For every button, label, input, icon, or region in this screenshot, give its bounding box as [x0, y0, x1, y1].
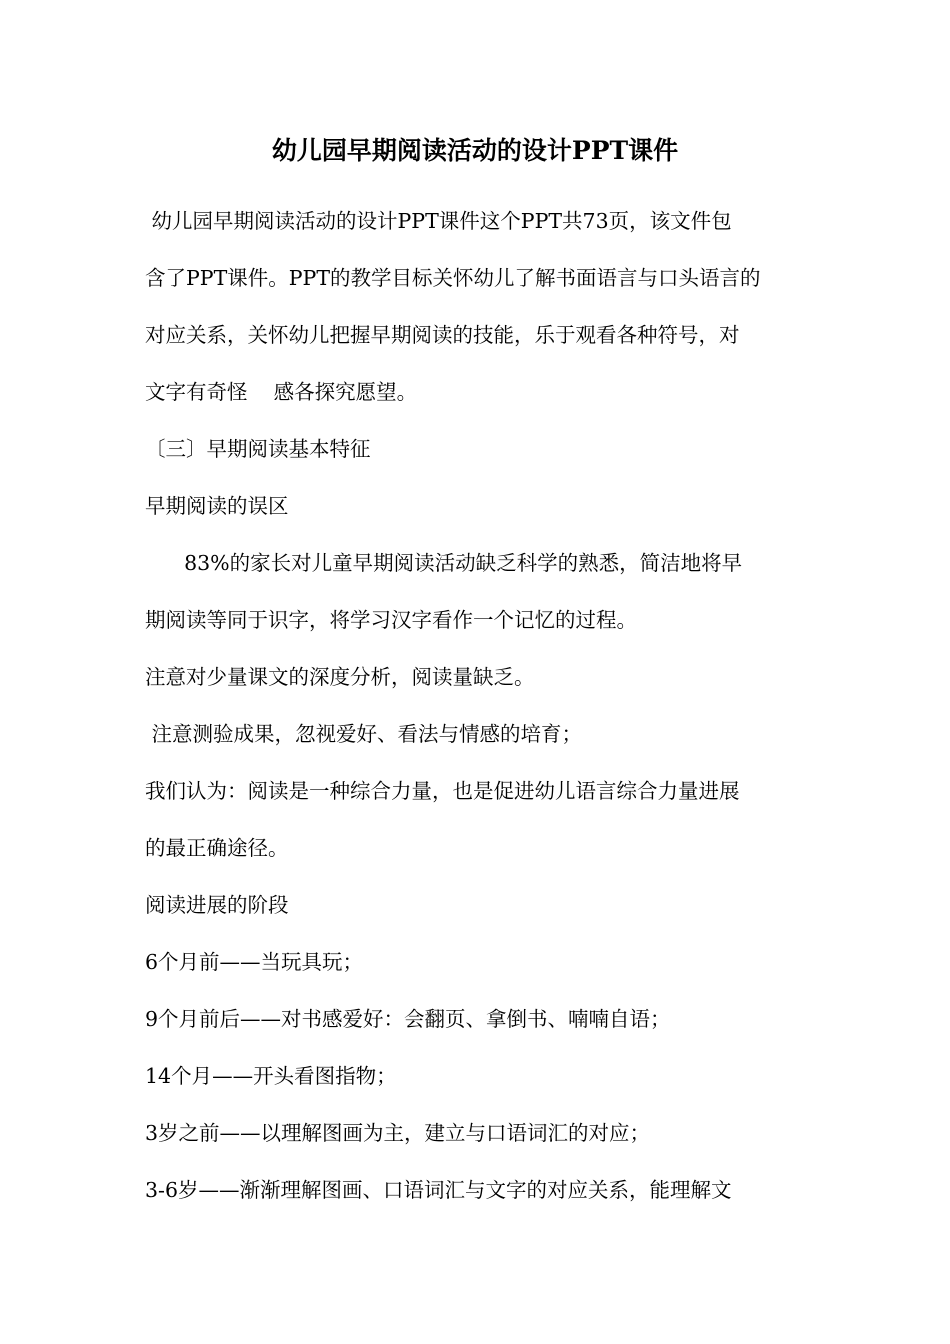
stage-item-1: 6个月前——当玩具玩； — [145, 950, 364, 974]
stage-item-5: 3-6岁——渐渐理解图画、口语词汇与文字的对应关系，能理解文 — [145, 1178, 732, 1202]
paragraph-line-8: 期阅读等同于识字，将学习汉字看作一个记忆的过程。 — [145, 608, 637, 632]
paragraph-line-1: 幼儿园早期阅读活动的设计PPT课件这个PPT共73页，该文件包 — [145, 209, 732, 233]
stage-item-2: 9个月前后——对书感爱好：会翻页、拿倒书、喃喃自语； — [145, 1007, 671, 1031]
paragraph-line-12: 的最正确途径。 — [145, 836, 289, 860]
paragraph-line-11: 我们认为：阅读是一种综合力量，也是促进幼儿语言综合力量进展 — [145, 779, 740, 803]
paragraph-line-9: 注意对少量课文的深度分析，阅读量缺乏。 — [145, 665, 535, 689]
stage-item-4: 3岁之前——以理解图画为主，建立与口语词汇的对应； — [145, 1121, 651, 1145]
paragraph-line-3: 对应关系，关怀幼儿把握早期阅读的技能，乐于观看各种符号，对 — [145, 323, 740, 347]
paragraph-line-10: 注意测验成果，忽视爱好、看法与情感的培育； — [145, 722, 583, 746]
paragraph-line-2: 含了PPT课件。PPT的教学目标关怀幼儿了解书面语言与口头语言的 — [145, 266, 761, 290]
paragraph-line-7: 83%的家长对儿童早期阅读活动缺乏科学的熟悉，简洁地将早 — [145, 551, 743, 575]
document-title: 幼儿园早期阅读活动的设计PPT课件 — [271, 136, 679, 165]
stage-item-3: 14个月——开头看图指物； — [145, 1064, 397, 1088]
subheading-misconceptions: 早期阅读的误区 — [145, 494, 289, 518]
section-heading: 〔三〕早期阅读基本特征 — [145, 437, 371, 461]
paragraph-line-4: 文字有奇怪 感各探究愿望。 — [145, 380, 418, 404]
subheading-stages: 阅读进展的阶段 — [145, 893, 289, 917]
